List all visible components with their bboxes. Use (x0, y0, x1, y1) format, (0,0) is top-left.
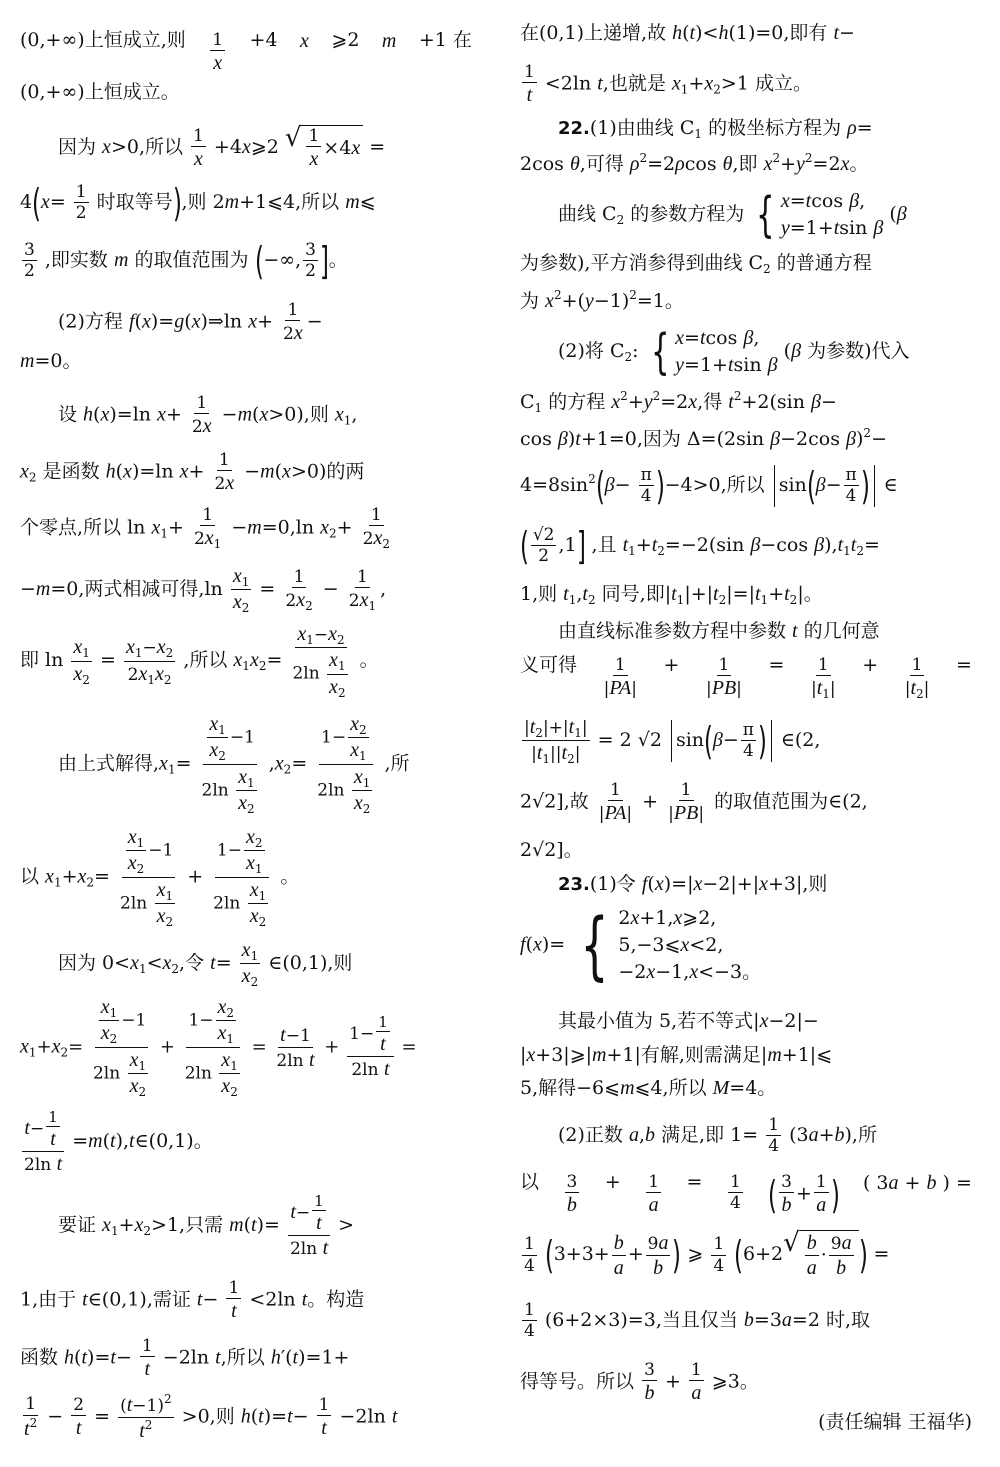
text-line: $x_1+x_2=$ $\frac{x_1}{x_2}$ −1 2ln $\frac{x_1}{x_2}$ + 1− $\frac{x_2}{x_1}$ 2ln $\frac{x_1}{x_2}$ = $\frac{t-1}{\text{2ln t}}$ + 1− $\frac{1}{t}$ 2ln t = (20, 996, 417, 1100)
text-line: 1,则 $t_1,t_2$ 同号,即$|t_1|+|t_2|=|t_1+t_2|$。 (520, 583, 823, 607)
text-line: 因为 x>0,所以 $\frac{1}{x}$ +4x⩾2 √ $\frac{1}{x}$ ×4 x = (58, 123, 386, 171)
text-line: t− $\frac{1}{t}$ 2ln t =m(t),t∈(0,1)。 (24, 1108, 213, 1175)
text-line: $\frac{1}{t^2}$ − $\frac{2}{t}$ = $\frac{(t-1)^2}{t^2}$ >0,则 h(t)=t− $\frac{1}{t}$ −2ln t (24, 1392, 398, 1442)
text-line: 设 h(x)=ln x+ $\frac{1}{2x}$ −m(x>0),则 $x_1$, (58, 393, 358, 438)
text-line: $\frac{1}{4}$ (6+2×3)=3,当且仅当 b=3a=2 时,取 (524, 1300, 871, 1342)
text-line: 为 $x^2+(y-1)^2=1$。 (520, 288, 684, 312)
text-line: 以 $x_1+x_2=$ $\frac{x_1}{x_2}$ −1 2ln $\frac{x_1}{x_2}$ + 1− $\frac{x_2}{x_1}$ 2ln $\frac{x_1}{x_2}$ 。 (20, 826, 300, 930)
text-line: 在(0,1)上递增,故 h(t)<h(1)=0,即有 t− (520, 22, 855, 44)
text-line: 2cos θ,可得 $\rho^2=2\rho\cos$ θ,即 $x^2+y^2=2x$。 (520, 151, 869, 175)
text-line: $\frac{1}{t}$ <2ln t,也就是 $x_1+x_2>1$ 成立。 (524, 62, 812, 107)
text-line: 5,解得−6⩽m⩽4,所以 M=4。 (520, 1077, 777, 1099)
text-line: ( $\frac{√2}{2}$ ,1] ,且 $t_1+t_2=-2(\sin$ β−cos $\beta),t_1t_2=$ (519, 523, 880, 568)
text-line: (0,+∞)上恒成立。 (20, 81, 180, 103)
text-line: 由直线标准参数方程中参数 t 的几何意 (558, 620, 880, 642)
text-line: 为参数),平方消参得到曲线 $C_2$ 的普通方程 (520, 252, 872, 276)
text-line: 要证 $x_1+x_2>1$,只需 m(t)= t− $\frac{1}{t}$ 2ln t > (58, 1192, 355, 1259)
text-line: 得等号。所以 $\frac{3}{b}$ + $\frac{1}{a}$ ⩾3。 (520, 1360, 759, 1405)
text-line: 其最小值为 5,若不等式|x−2|− (558, 1010, 819, 1032)
text-line: 函数 h(t)=t− $\frac{1}{t}$ −2ln t,所以 h′(t)=1+ (20, 1336, 350, 1381)
text-line: 2√2]。 (520, 839, 583, 861)
text-line: 以 $\frac{3}{b}$ + $\frac{1}{a}$ = $\frac{1}{4}$ ( $\frac{3}{b}$ + $\frac{1}{a}$ ) ( 3a + b ) = (520, 1171, 972, 1217)
text-line: (2)将 $C_2$: { x=tcos β, y=1+tsin β (β 为参数)代入 (558, 324, 910, 380)
text-line: 由上式解得$,x_1=$ $\frac{x_1}{x_2}$ −1 2ln $\frac{x_1}{x_2}$ $,x_2=$ 1− $\frac{x_2}{x_1}$ 2ln $\frac{x_1}{x_2}$ ,所 (58, 713, 410, 817)
text-line: f(x)= { 2x+1,x⩾2, 5,−3⩽x<2, −2x−1,x<−3。 (520, 902, 762, 989)
text-line: (2)方程 f(x)=g(x)⇒ln x+ $\frac{1}{2x}$ − (58, 300, 323, 345)
text-line: (0,+∞)上恒成立,则 $\frac{1}{x}$ +4 x ⩾2 m +1 在 (20, 29, 472, 75)
text-line: 曲线 $C_2$ 的参数方程为 { x=tcos β, y=1+tsin β (β (558, 187, 907, 243)
text-line: 4(x= $\frac{1}{2}$ 时取等号),则 2m+1⩽4,所以 m⩽ (20, 180, 376, 225)
text-line: 义可得 $\frac{1}{|PA|}$ + $\frac{1}{|PB|}$ = $\frac{1}{|t_1|}$ + $\frac{1}{|t_2|}$ = (520, 654, 972, 702)
text-line: $\frac{3}{2}$ ,即实数 m 的取值范围为 (−∞, $\frac{3}{2}$ ]。 (24, 238, 348, 283)
text-line: 即 ln $\frac{x_1}{x_2}$ = $\frac{x_1-x_2}{2x_1x_2}$ ,所以 $x_1x_2=$ $x_1-x_2$ 2ln $\frac{x_1}{x_2}$ 。 (20, 623, 379, 700)
text-line: 因为 $0<x_1<x_2$,令 t= $\frac{x_1}{x_2}$ ∈(0,1),则 (58, 939, 353, 990)
text-line: m=0。 (20, 350, 82, 372)
editor-signature: (责任编辑 王福华) (818, 1411, 972, 1433)
text-line: 个零点,所以 $\ln x_1+$ $\frac{1}{2x_1}$ −m=0,ln $x_2+$ $\frac{1}{2x_2}$ (20, 505, 390, 552)
text-line: 22.(1)由曲线 $C_1$ 的极坐标方程为 ρ= (558, 117, 873, 141)
text-line: $x_2$ 是函数 h(x)=ln x+ $\frac{1}{2x}$ −m(x>0)的两 (20, 450, 365, 495)
text-line: 2√2],故 $\frac{1}{|PA|}$ + $\frac{1}{|PB|}$ 的取值范围为∈(2, (520, 780, 868, 825)
text-line: $C_1$ 的方程 $x^2+y^2=2x$,得 $t^2+2(\sin$ β− (520, 389, 837, 415)
text-line: $4=8\sin^2(\beta-$ $\frac{\pi}{4}$ )−4>0,所以 sin ( β − $\frac{\pi}{4}$ ) ∈ (520, 463, 898, 508)
text-line: $\frac{|t_2|+|t_1|}{|t_1||t_2|}$ = 2 √2 sin ( β − $\frac{\pi}{4}$ ) ∈(2, (524, 716, 821, 767)
text-line: (2)正数 a,b 满足,即 1= $\frac{1}{4}$ (3a+b),所 (558, 1115, 877, 1157)
text-line: −m=0,两式相减可得,ln $\frac{x_1}{x_2}$ = $\frac{1}{2x_2}$ − $\frac{1}{2x_1}$ , (20, 565, 387, 616)
text-line: 23.(1)令 f(x)=|x−2|+|x+3|,则 (558, 873, 828, 895)
text-line: 1,由于 t∈(0,1),需证 t− $\frac{1}{t}$ <2ln t。构造 (20, 1278, 365, 1323)
text-line: |x+3|⩾|m+1|有解,则需满足|m+1|⩽ (520, 1044, 833, 1066)
text-line: $\frac{1}{4}$ (3+3+ $\frac{b}{a}$ + $\frac{9a}{b}$ ) ⩾ $\frac{1}{4}$ (6+2 √ $\frac{b}{a}$ · $\frac{9a}{b}$ ) = (524, 1228, 890, 1279)
text-line: cos β)t+1=0,因为 Δ=(2sin β−2cos β)$^2$− (520, 426, 887, 450)
